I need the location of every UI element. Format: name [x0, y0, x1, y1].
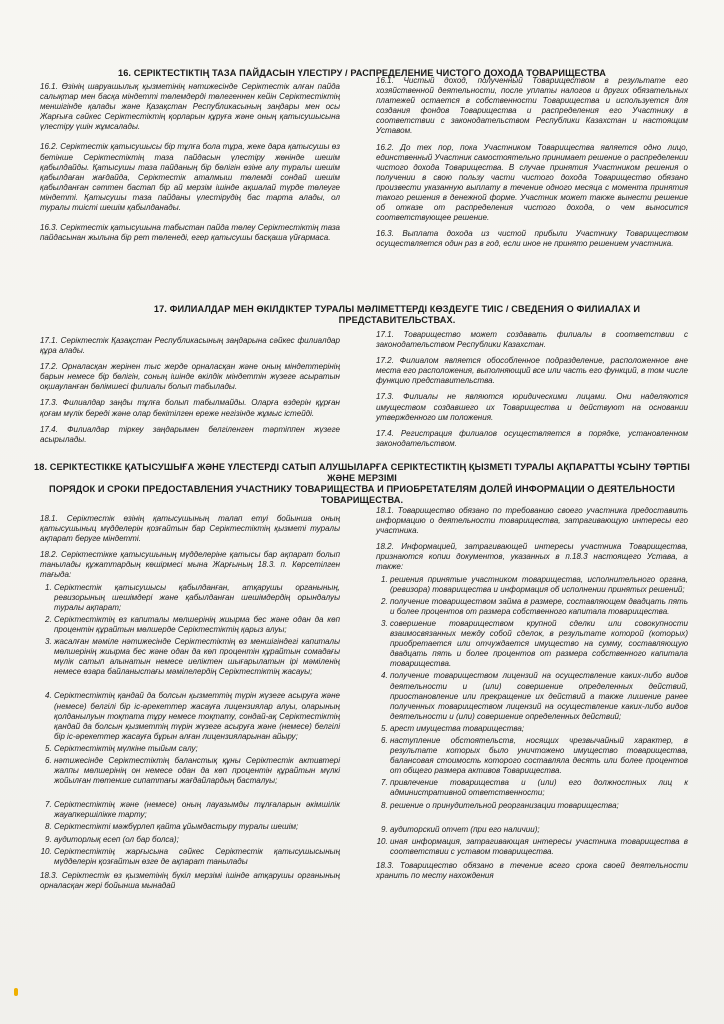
- clause-17-1-ru: 17.1. Товарищество может создавать филиалы в соответствии с законодательством Республики Казахстан.: [376, 330, 688, 350]
- list-item: 10. Серіктестіктің жарғысына сәйкес Серіктестік қатысушысының мүдделерін қозғайтын өзге де ақпарат танылады: [54, 847, 340, 867]
- clause-16-1-ru: 16.1. Чистый доход, полученный Товариществом в результате его хозяйственной деятельности, после уплаты налогов и других обязательных платежей остается в собственности Товарищества и используется для создания фондов Товарищества и распределения его Участнику в соответствии с законодательством Республики Казахстан и настоящим Уставом.: [376, 76, 688, 136]
- list-item: 4. Серіктестіктің қандай да болсын қызметтің түрін жүзеге асыруға және (немесе) белгілі бір іс-әрекеттер жасауға лицензиялар алуы, оларының қолданылуын тоқтата тұру немесе тоқтату, сондай-ақ Серіктестіктің қандай да болсын қызметтің түрін жүзеге асыруға және (немесе) белгілі бір іс-әрекеттер жасауға бұрын алған лицензияларынан айыру;: [54, 691, 340, 741]
- clause-16-2-kz: 16.2. Серіктестік қатысушысы бір тұлға бола тұра, жеке дара қатысушы өз бетінше Серіктестіктің таза пайдасын үлестіру жөнінде шешім қабылдайды. Қатысушы таза пайданың бір бөлігін өзіне алу туралы шешім қабылдаған жағдайда, Серіктестік аталмыш төлемді сондай шешім қабылданған сәттен бастап бір ай мерзім ішінде ақшалай түрде төлеуге міндетті. Қатысушы таза пайданы үлестірудің бас тарта алады, ол туралы тиісті шешім қабылданады.: [40, 142, 340, 213]
- section-18-kazakh-column: [40, 514, 340, 897]
- section-18-title-kazakh: 18. СЕРІКТЕСТІККЕ ҚАТЫСУШЫҒА ЖӘНЕ ҮЛЕСТЕРДІ САТЫП АЛУШЫЛАРҒА СЕРІКТЕСТІКТІҢ ҚЫЗМЕТІ ТУРАЛЫ АҚПАРАТТЫ ҰСЫНУ ТӘРТІБІ ЖӘНЕ МЕРЗІМІ: [34, 462, 690, 483]
- clause-16-3-kz: 16.3. Серіктестік қатысушына табыстан пайда төлеу Серіктестіктің таза пайдасынан жылына бір рет төленеді, егер қатысушы басқаша үйғармаса.: [40, 223, 340, 243]
- clause-18-2-ru: 18.2. Информацией, затрагивающей интересы участника Товарищества, признаются копии документов, указанных в п.18.3 настоящего Устава, а также:: [376, 542, 688, 572]
- clause-17-2-kz: 17.2. Орналасқан жерінен тыс жерде орналасқан және оның міндеттерінің барын немесе бір бөлігін, соның ішінде өкілдік міндеттін жүзеге асыратын оқшауланған бөлімшесі филиалы болып табылады.: [40, 362, 340, 392]
- list-item: 7. привлечение товарищества и (или) его должностных лиц к административной ответственности;: [390, 778, 688, 798]
- clause-16-1-kz: 16.1. Өзінің шаруашылық қызметінің нәтижесінде Серіктестік алған пайда салықтар мен басқа міндетті төлемдерді төлегеннен кейін Серіктестіктің меншігінде қалады және Қазақстан Республикасының заңдары мен осы Жарғыға сәйкес Серіктестіктің қорларын құруға және оның қатысушысына үлестіру үшін жұмсалады.: [40, 82, 340, 132]
- clause-18-3-kz: 18.3. Серіктестік өз қызметінің бүкіл мерзімі ішінде атқарушы органының орналасқан жері бойынша мынадай: [40, 870, 340, 890]
- list-item: 6. нәтижесінде Серіктестіктің баланстық құны Серіктестік активтері жалпы мөлшерінің он немесе одан да көп процентін құрайтын мүлкі жойылған төтенше сипаттағы жағдайлардың басталуы;: [54, 756, 340, 786]
- list-item: 8. Серіктестікті мәжбүрлеп қайта ұйымдастыру туралы шешім;: [54, 822, 340, 832]
- section-17-title: 17. ФИЛИАЛДАР МЕН ӨКІЛДІКТЕР ТУРАЛЫ МӘЛІМЕТТЕРДІ КӨЗДЕУГЕ ТИІС / СВЕДЕНИЯ О ФИЛИАЛАХ И ПРЕДСТАВИТЕЛЬСТВАХ.: [153, 304, 641, 325]
- list-item: 6. наступление обстоятельств, носящих чрезвычайный характер, в результате которых было уничтожено имущество товарищества, балансовая стоимость которого составляла десять или более процентов от общего размера активов Товарищества.: [390, 736, 688, 776]
- clause-18-3-ru: 18.3. Товарищество обязано в течение всего срока своей деятельности хранить по месту нахождения: [376, 860, 688, 880]
- section-18-russian-column: [376, 506, 688, 887]
- list-item: 8. решение о принудительной реорганизации товарищества;: [390, 801, 688, 811]
- list-item: 4. получение товариществом лицензий на осуществление каких-либо видов деятельности и (или) совершение определенных действий, приостановление или прекращение их действий а также лишение ранее полученных товариществом лицензий на осуществление каких-либо видов деятельности и (или) совершение определенных действий;: [390, 671, 688, 721]
- section-16-kazakh-column: [40, 82, 340, 249]
- list-item: 5. Серіктестіктің мүлкіне тыйым салу;: [54, 744, 340, 754]
- list-item: 10. иная информация, затрагивающая интересы участника товарищества в соответствии с уставом товарищества.: [390, 837, 688, 857]
- section-17-kazakh-column: [40, 336, 340, 451]
- section-16-russian-column: [376, 76, 688, 256]
- list-item: 9. аудиторлық есеп (ол бар болса);: [54, 835, 340, 845]
- list-item: 1. Серіктестік қатысушысы қабылданған, атқарушы органының, ревизорының шешімдері және қабылданған шешімдердің орындалуы туралы ақпарат;: [54, 583, 340, 613]
- clause-18-2-list-kz: [40, 583, 340, 867]
- clause-17-2-ru: 17.2. Филиалом является обособленное подразделение, расположенное вне места его расположения, выполняющий все или часть его функций, в том числе функцию представительства.: [376, 356, 688, 386]
- clause-17-4-ru: 17.4. Регистрация филиалов осуществляется в порядке, установленном законодательством.: [376, 428, 688, 448]
- list-item: 1. решения принятые участником товарищества, исполнительного органа, (ревизора) товарищества и информация об исполнении принятых решений;: [390, 575, 688, 595]
- clause-18-1-kz: 18.1. Серіктестік өзінің қатысушының талап етуі бойынша оның қатысушыныц мүдделерін қозғайтын бар Серіктестіктің қызметі туралы ақпарат беруге міндетті.: [40, 514, 340, 544]
- list-item: 2. получение товариществом займа в размере, составляющем двадцать пять и более процентов от размера собственного капитала товарищества.: [390, 597, 688, 617]
- list-item: 5. арест имущества товарищества;: [390, 724, 688, 734]
- clause-18-2-kz: 18.2. Серіктестікке қатысушының мүдделеріне қатысы бар ақпарат болып танылады құжаттардың көшірмесі мына Жарғының 18.3. п. Көрсетілген тағыда:: [40, 550, 340, 580]
- clause-17-3-kz: 17.3. Филиалдар заңды тұлға болып табылмайды. Оларға өздерін құрған қоғам мүлік береді және олар бекітілген ереже негізінде жұмыс істейді.: [40, 398, 340, 418]
- section-16-title: 16. СЕРІКТЕСТІКТІҢ ТАЗА ПАЙДАСЫН ҮЛЕСТІРУ / РАСПРЕДЕЛЕНИЕ ЧИСТОГО ДОХОДА ТОВАРИЩЕСТВА: [117, 68, 606, 78]
- clause-17-4-kz: 17.4. Филиалдар тіркеу заңдарымен белгіленген тәртіппен жүзеге асырылады.: [40, 424, 340, 444]
- clause-17-1-kz: 17.1. Серіктестік Қазақстан Республикасының заңдарына сәйкес филиалдар құра алады.: [40, 336, 340, 356]
- clause-16-2-ru: 16.2. До тех пор, пока Участником Товарищества является одно лицо, единственный Участник самостоятельно принимает решение о распределении чистого дохода Товарищества. В случае принятия Участником решения о получении в свою пользу части чистого дохода Товарищество обязано произвести указанную выплату в течение одного месяца с момента принятия такого решения в денежной форме. Участник может также вынести решение об отказе от распределения чистого дохода, о чем выносится соответствующее решение.: [376, 142, 688, 223]
- clause-17-3-ru: 17.3. Филиалы не являются юридическими лицами. Они наделяются имуществом создавшего их Товарищества и действуют на основании утвержденного им положения.: [376, 392, 688, 422]
- section-17-russian-column: [376, 330, 688, 455]
- section-18-title-russian: ПОРЯДОК И СРОКИ ПРЕДОСТАВЛЕНИЯ УЧАСТНИКУ ТОВАРИЩЕСТВА И ПРИОБРЕТАТЕЛЯМ ДОЛЕЙ ИНФОРМАЦИИ О ДЕЯТЕЛЬНОСТИ ТОВАРИЩЕСТВА.: [49, 484, 675, 505]
- clause-18-1-ru: 18.1. Товарищество обязано по требованию своего участника предоставить информацию о деятельности товарищества, затрагивающую интересы его участника.: [376, 506, 688, 536]
- list-item: 2. Серіктестіктің өз капиталы мөлшерінің жиырма бес және одан да көп процентін құрайтын мөлшерде Серіктестіктің қарыз алуы;: [54, 615, 340, 635]
- list-item: 9. аудиторский отчет (при его наличии);: [390, 825, 688, 835]
- clause-16-3-ru: 16.3. Выплата дохода из чистой прибыли Участнику Товариществом осуществляется один раз в год, если иное не принято решением участника.: [376, 229, 688, 249]
- clause-18-2-list-ru: [376, 575, 688, 857]
- list-item: 7. Серіктестіктің және (немесе) оның лауазымды тұлғаларын әкімшілік жауапкершілікке тарту;: [54, 800, 340, 820]
- highlighter-mark: [14, 988, 18, 996]
- list-item: 3. жасалған мәміле нәтижесінде Серіктестіктің өз меншігіндегі капиталы мөлшерінің жиырма бес және одан да көп процентін құрайтын сомадағы мүлік сатып алынатын немесе иеліктен шығарылатын ірі мәміленің немесе өзара байланыстағы мәмілелердің Серіктестіктің жасауы;: [54, 637, 340, 677]
- list-item: 3. совершение товариществом крупной сделки или совокупности взаимосвязанных между собой сделок, в результате которой (которых) приобретается или отчуждается имущество на сумму, составляющую двадцать пять и более процентов от размера собственного капитала товарищества.: [390, 619, 688, 669]
